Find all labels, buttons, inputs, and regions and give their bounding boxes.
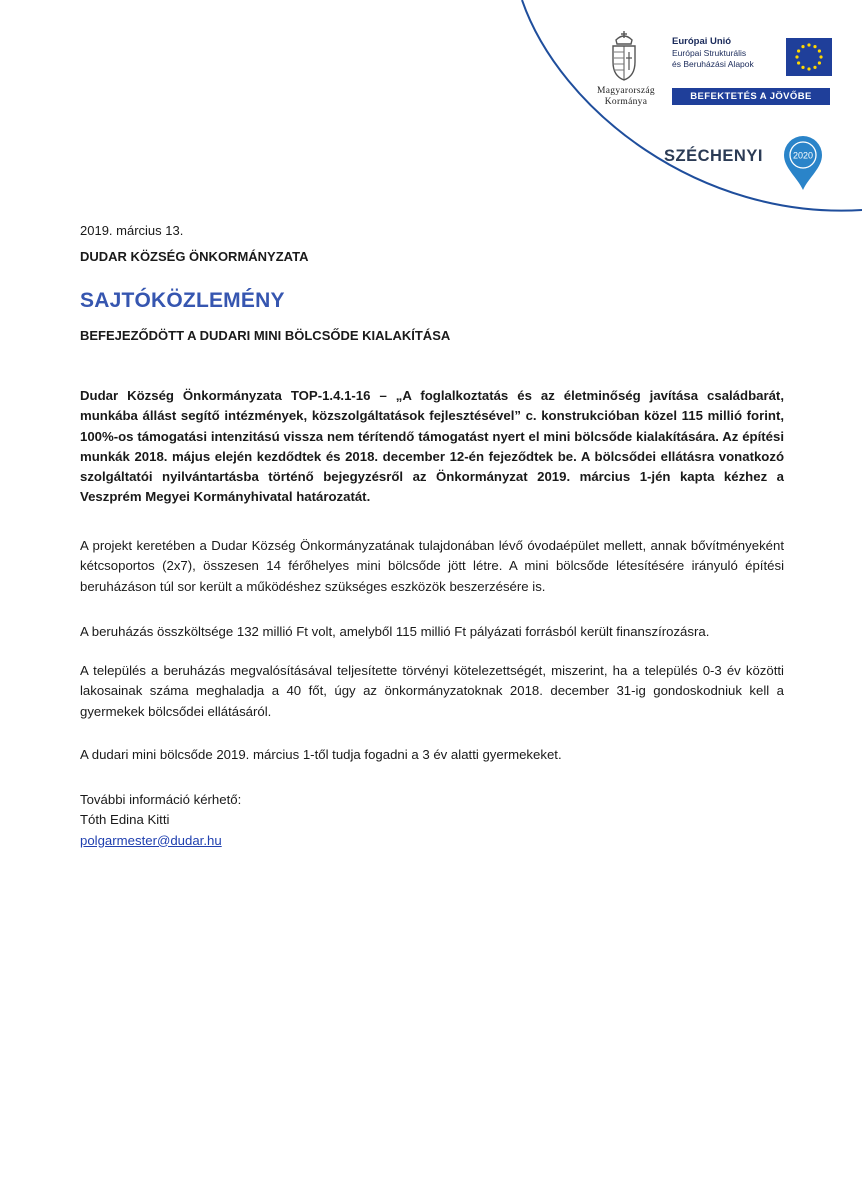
contact-name: Tóth Edina Kitti: [80, 812, 170, 828]
szechenyi-year: 2020: [792, 150, 814, 161]
paragraph-opening: A dudari mini bölcsőde 2019. március 1-től tudja fogadni a 3 év alatti gyermekeket.: [80, 747, 562, 762]
paragraph-cost: A beruházás összköltsége 132 millió Ft volt, amelyből 115 millió Ft pályázati forrásból került finanszírozásra.: [80, 624, 710, 639]
contact-email-link[interactable]: polgarmester@dudar.hu: [80, 832, 222, 848]
document-date: 2019. március 13.: [80, 223, 184, 238]
eu-logo-block: [672, 36, 832, 70]
government-label: [576, 86, 676, 108]
hungarian-coat-of-arms-icon: [604, 30, 644, 82]
paragraph-lead: Dudar Község Önkormányzata TOP-1.4.1-16 – „A foglalkoztatás és az életminőség javítása családbarát, munkába állást segítő intézmények, közszolgáltatások fejlesztésével” c. konstrukcióban közel 115 millió forint, 100%-os támogatási intenzitású vissza nem térítendő támogatást nyert el mini bölcsőde kialakítására. Az építési munkák 2018. május elején kezdődtek és 2018. december 12-én fejeződtek be. A bölcsődei ellátásra vonatkozó szolgáltatói nyilvántartásba történő bejegyzésről az Önkormányzat 2019. március 1-jén kapta kézhez a Veszprém Megyei Kormányhivatal határozatát.: [80, 388, 784, 505]
government-line-1: Magyarország: [597, 86, 655, 96]
contact-block: [80, 790, 241, 851]
contact-label: További információ kérhető:: [80, 792, 242, 807]
eu-funds-line-2: és Beruházási Alapok: [672, 59, 754, 69]
page-title: SAJTÓKÖZLEMÉNY: [80, 289, 285, 312]
government-line-2: Kormánya: [604, 97, 648, 107]
page-subtitle: BEFEJEZŐDÖTT A DUDARI MINI BÖLCSŐDE KIALAKÍTÁSA: [80, 328, 451, 343]
organization-name: DUDAR KÖZSÉG ÖNKORMÁNYZATA: [80, 249, 309, 264]
paragraph-obligation: A település a beruházás megvalósításával teljesítette törvényi kötelezettségét, miszerint, ha a település 0-3 év közötti lakosainak száma meghaladja a 40 főt, úgy az önkormányzatoknak 2018. december 31-ig gondoskodniuk kell a gyermekek bölcsődei ellátásáról.: [80, 663, 784, 719]
paragraph-project: A projekt keretében a Dudar Község Önkormányzatának tulajdonában lévő óvodaépület mellett, annak bővítményeként kétcsoportos (2x7), összesen 14 férőhelyes mini bölcsőde jött létre. A mini bölcsőde létesítésére irányuló építési beruházáson túl sor került a működéshez szükséges eszközök beszerzésére is.: [80, 538, 784, 594]
eu-flag-icon: [786, 38, 832, 76]
eu-funds-line-1: Európai Strukturális: [672, 48, 747, 58]
szechenyi-logo-text: SZÉCHENYI: [664, 147, 763, 165]
eu-title: Európai Unió: [672, 36, 732, 47]
szechenyi-2020-pin-icon: [783, 135, 823, 191]
eu-banner: BEFEKTETÉS A JÖVŐBE: [672, 88, 830, 105]
